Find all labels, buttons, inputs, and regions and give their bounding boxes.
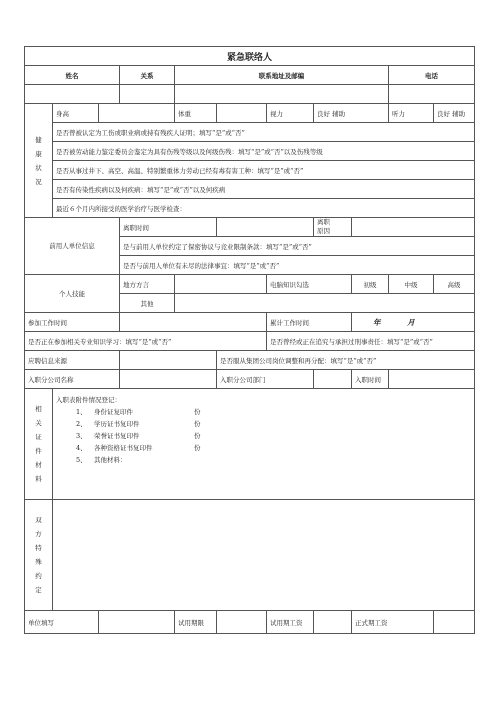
health-section-label: 健 康 状 况 xyxy=(25,104,53,218)
weight-field[interactable] xyxy=(217,104,267,123)
agreement-field[interactable] xyxy=(53,500,475,611)
criminal-question[interactable]: 是否曾经或正在追究与承担过刑事责任：填写“是”或“否” xyxy=(267,332,475,351)
probation-label: 试用期限 xyxy=(175,611,217,634)
dialect-field[interactable] xyxy=(175,275,267,294)
computer-level-advanced[interactable]: 高级 xyxy=(434,275,475,294)
probation-field[interactable] xyxy=(99,611,175,634)
months-label: 月 xyxy=(407,317,415,327)
computer-label: 电脑知识勾选 xyxy=(267,275,352,294)
company-field[interactable] xyxy=(120,370,217,389)
unit-fill-label: 单位填写 xyxy=(25,611,99,634)
health-question-medical[interactable]: 最近６个月内所接受的医学治疗与医学检查： xyxy=(53,199,475,218)
join-time-field[interactable] xyxy=(389,370,475,389)
total-work-label: 累计工作时间 xyxy=(267,313,352,332)
emergency-name-header: 姓名 xyxy=(25,66,120,85)
doc-item: 3、 荣誉证书复印件 份 xyxy=(76,432,201,440)
emergency-relation-header: 关系 xyxy=(120,66,175,85)
study-question[interactable]: 是否正在参加相关专业知识学习：填写“是”或“否” xyxy=(25,332,267,351)
doc-item: 2、 学历证书复印件 份 xyxy=(76,420,201,428)
emergency-address-header: 联系地址及邮编 xyxy=(175,66,389,85)
work-start-field[interactable] xyxy=(120,313,267,332)
leave-time-label: 离职时间 xyxy=(120,218,217,237)
doc-item: 4、 各种资格证书复印件 份 xyxy=(76,444,201,452)
vision-label: 视力 xyxy=(267,104,314,123)
doc-item: 1、 身份证复印件 份 xyxy=(76,408,201,416)
probation-wage-field[interactable] xyxy=(314,611,352,634)
other-skill-field[interactable] xyxy=(175,294,475,313)
health-question-disability[interactable]: 是否被劳动能力鉴定委员会鉴定为具有伤残等级以及何级伤残：填写“是”或“否”以及伤残等级 xyxy=(53,142,475,161)
emergency-phone-header: 电话 xyxy=(389,66,475,85)
docs-heading: 入职表附件情况登记： xyxy=(56,396,121,404)
skills-label: 个人技能 xyxy=(25,275,120,313)
leave-reason-label: 离职 原因 xyxy=(314,218,352,237)
join-time-label: 入职时间 xyxy=(352,370,389,389)
height-field[interactable] xyxy=(99,104,175,123)
computer-level-middle[interactable]: 中级 xyxy=(389,275,434,294)
source-field[interactable] xyxy=(120,351,217,370)
transfer-question[interactable]: 是否服从集团公司岗位调整和再分配：填写“是”或“否” xyxy=(217,351,475,370)
hearing-options[interactable]: 良好 辅助 xyxy=(434,104,475,123)
former-question-confidentiality[interactable]: 是与前用人单位约定了保密协议与竞业限制条款：填写“是”或“否” xyxy=(120,237,475,256)
dialect-label: 地方方言 xyxy=(120,275,175,294)
dept-label: 入职分公司部门 xyxy=(217,370,314,389)
agreement-section-label: 双 方 特 殊 约 定 xyxy=(25,500,53,611)
emergency-name-field[interactable] xyxy=(25,85,120,104)
vision-options[interactable]: 良好 辅助 xyxy=(314,104,389,123)
health-question-hazard-work[interactable]: 是否从事过井下、高空、高温、特别繁重体力劳动已经有毒有害工种：填写“是”或“否” xyxy=(53,161,475,180)
health-question-injury[interactable]: 是否曾被认定为工伤或职业病或持有残疾人证明；填写“是”或“否” xyxy=(53,123,475,142)
emergency-phone-field[interactable] xyxy=(389,85,475,104)
height-label: 身高 xyxy=(53,104,99,123)
form-page xyxy=(24,46,474,634)
docs-section-label: 相 关 证 件 材 料 xyxy=(25,389,53,500)
other-skill-label: 其他 xyxy=(120,294,175,313)
hearing-label: 听力 xyxy=(389,104,434,123)
entry-form-table xyxy=(24,46,475,634)
computer-level-basic[interactable]: 初级 xyxy=(352,275,389,294)
probation-value-field[interactable] xyxy=(217,611,267,634)
regular-wage-field[interactable] xyxy=(434,611,475,634)
years-label: 年 xyxy=(373,317,381,327)
emergency-title: 紧急联络人 xyxy=(25,47,475,66)
source-label: 应聘信息来源 xyxy=(25,351,120,370)
probation-wage-label: 试用期工资 xyxy=(267,611,314,634)
docs-area[interactable] xyxy=(53,389,475,500)
leave-reason-field[interactable] xyxy=(352,218,475,237)
health-question-infectious[interactable]: 是否有传染性疾病以及何疾病：填写“是”或“否”以及何疾病 xyxy=(53,180,475,199)
leave-time-field[interactable] xyxy=(217,218,314,237)
dept-field[interactable] xyxy=(314,370,352,389)
former-question-legal[interactable]: 是否与前用人单位有未尽的法律事宜：填写“是”或“否” xyxy=(120,256,475,275)
weight-label: 体重 xyxy=(175,104,217,123)
emergency-relation-field[interactable] xyxy=(120,85,175,104)
former-employer-label: 前用人单位信息 xyxy=(25,218,120,275)
company-label: 入职分公司名称 xyxy=(25,370,120,389)
regular-wage-label: 正式期工资 xyxy=(352,611,434,634)
work-start-label: 参加工作时间 xyxy=(25,313,120,332)
emergency-address-field[interactable] xyxy=(175,85,389,104)
total-work-field[interactable] xyxy=(352,313,475,332)
doc-item: 5、 其他材料： xyxy=(76,456,127,464)
